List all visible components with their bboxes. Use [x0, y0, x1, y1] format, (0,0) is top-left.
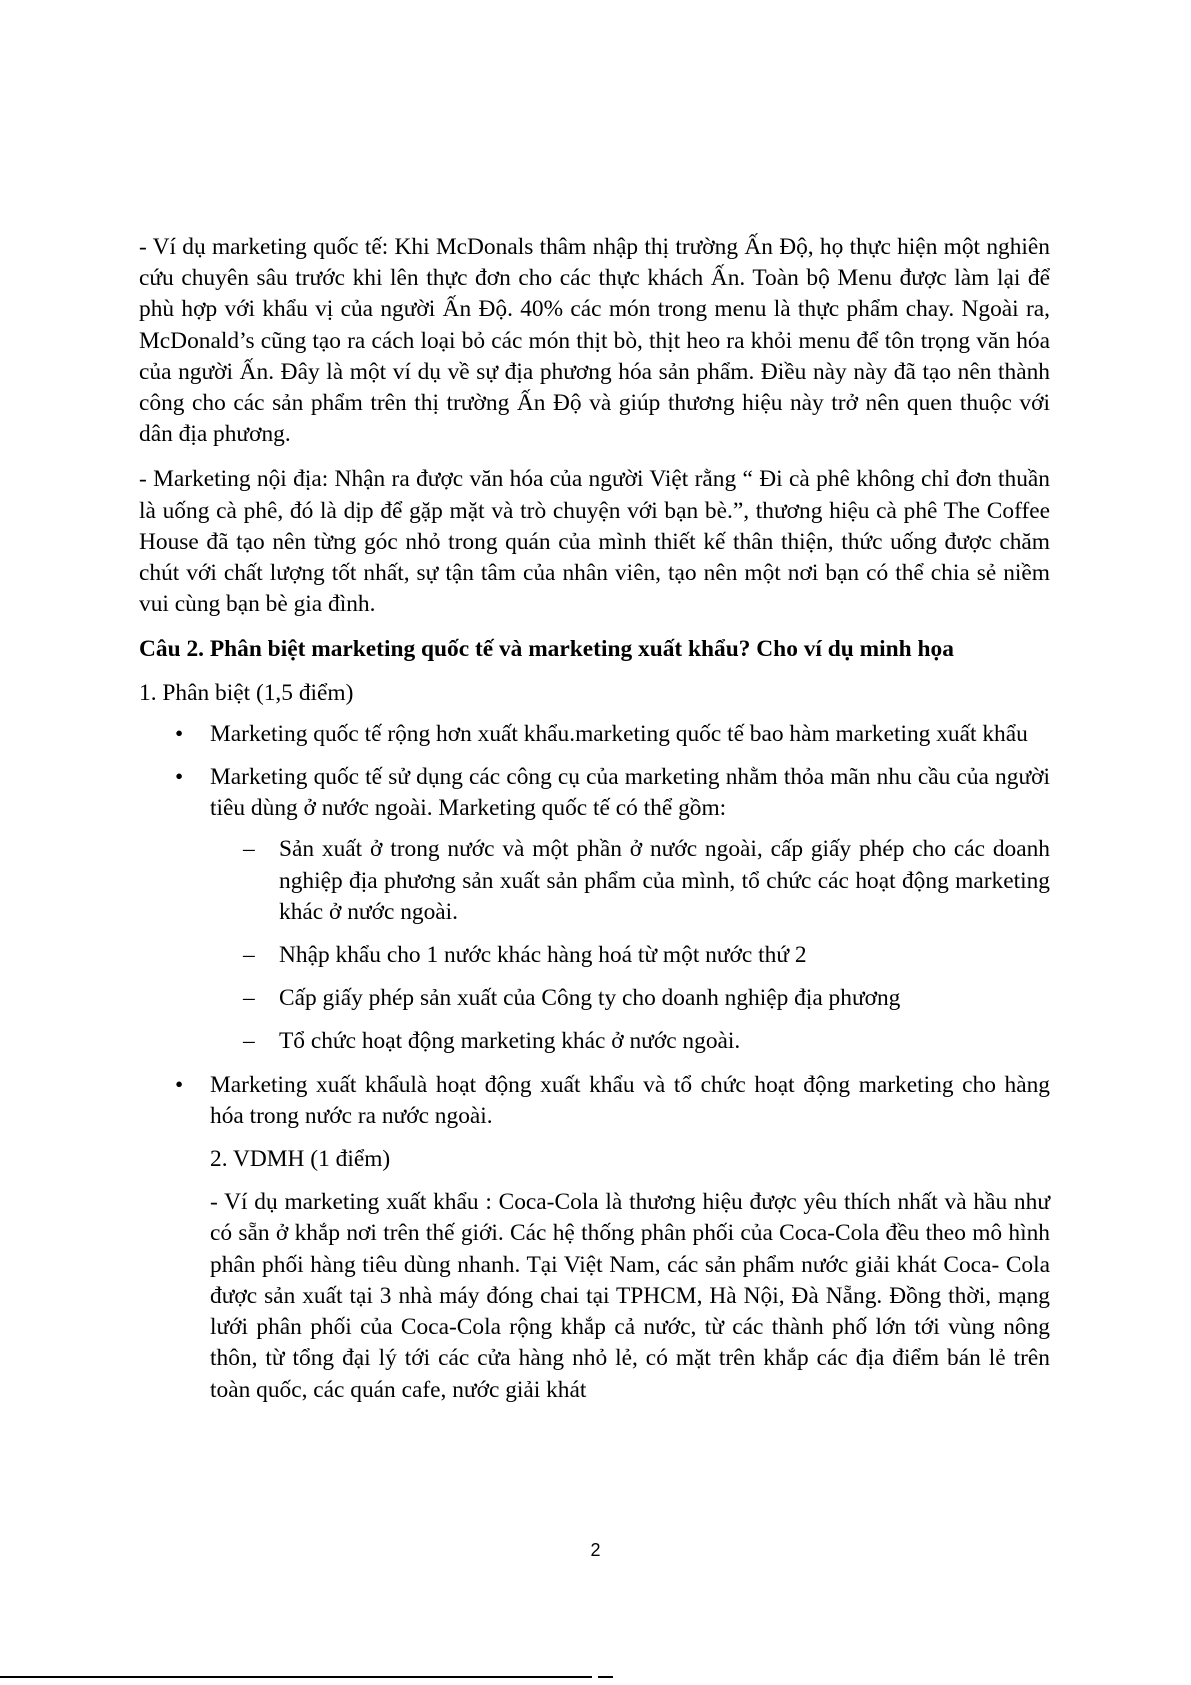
- paragraph-international-example: - Ví dụ marketing quốc tế: Khi McDonals thâm nhập thị trường Ấn Độ, họ thực hiện một nghiên cứu chuyên sâu trước khi lên thực đơn cho các thực khách Ấn. Toàn bộ Menu được làm lại để phù hợp với khẩu vị của người Ấn Độ. 40% các món trong menu là thực phẩm chay. Ngoài ra, McDonald’s cũng tạo ra cách loại bỏ các món thịt bò, thịt heo ra khỏi menu để tôn trọng văn hóa của người Ấn. Đây là một ví dụ về sự địa phương hóa sản phẩm. Điều này này đã tạo nên thành công cho các sản phẩm trên thị trường Ấn Độ và giúp thương hiệu này trở nên quen thuộc với dân địa phương.: [139, 234, 1050, 448]
- bullet-text: Marketing xuất khẩulà hoạt động xuất khẩu và tổ chức hoạt động marketing cho hàng hóa trong nước ra nước ngoài.: [210, 1071, 1050, 1129]
- sub-item-text: Cấp giấy phép sản xuất của Công ty cho doanh nghiệp địa phương: [279, 985, 901, 1012]
- page-number: 2: [590, 1540, 601, 1560]
- bottom-divider: [0, 1676, 592, 1678]
- export-example-paragraph: - Ví dụ marketing xuất khẩu : Coca-Cola là thương hiệu được yêu thích nhất và hầu như có sẵn ở khắp nơi trên thế giới. Các hệ thống phân phối của Coca-Cola đều theo mô hình phân phối hàng tiêu dùng nhanh. Tại Việt Nam, các sản phẩm nước giải khát Coca- Cola được sản xuất tại 3 nhà máy đóng chai tại TPHCM, Hà Nội, Đà Nẵng. Đồng thời, mạng lưới phân phối của Coca-Cola rộng khắp cả nước, từ các thành phố lớn tới vùng nông thôn, từ tổng đại lý tới các cửa hàng nhỏ lẻ, có mặt trên khắp các địa điểm bán lẻ trên toàn quốc, các quán cafe, nước giải khát: [210, 1189, 1050, 1403]
- bullet-list: [139, 719, 1050, 1132]
- dash-icon: –: [243, 836, 255, 863]
- bullet-item: [139, 762, 1050, 1058]
- sub-item: [210, 834, 1050, 928]
- dash-icon: –: [243, 985, 255, 1012]
- sub-item-text: Sản xuất ở trong nước và một phần ở nước ngoài, cấp giấy phép cho các doanh nghiệp địa phương sản xuất sản phẩm của mình, tổ chức các hoạt động marketing khác ở nước ngoài.: [279, 836, 1050, 925]
- page-content: [139, 232, 1050, 1418]
- bullet-icon: •: [175, 1071, 184, 1098]
- sub-list: [210, 834, 1050, 1057]
- paragraph-domestic-example: - Marketing nội địa: Nhận ra được văn hóa của người Việt rằng “ Đi cà phê không chỉ đơn thuần là uống cà phê, đó là dịp để gặp mặt và trò chuyện với bạn bè.”, thương hiệu cà phê The Coffee House đã tạo nên từng góc nhỏ trong quán của mình thiết kế thân thiện, thức uống được chăm chút với chất lượng tốt nhất, sự tận tâm của nhân viên, tạo nên một nơi bạn có thể chia sẻ niềm vui cùng bạn bè gia đình.: [139, 466, 1050, 618]
- dash-icon: –: [243, 1028, 255, 1055]
- bottom-divider-tail: [598, 1676, 613, 1678]
- sub-item-text: Nhập khẩu cho 1 nước khác hàng hoá từ một nước thứ 2: [279, 942, 807, 969]
- section-2-title: 2. VDMH (1 điểm): [210, 1146, 391, 1173]
- bullet-icon: •: [175, 720, 184, 747]
- sub-item: [210, 940, 1050, 971]
- sub-item: [210, 983, 1050, 1014]
- bullet-item: [139, 719, 1050, 750]
- sub-item-text: Tổ chức hoạt động marketing khác ở nước ngoài.: [279, 1028, 741, 1055]
- question-heading: Câu 2. Phân biệt marketing quốc tế và marketing xuất khẩu? Cho ví dụ minh họa: [139, 636, 954, 663]
- section-1-title: 1. Phân biệt (1,5 điểm): [139, 679, 354, 706]
- bullet-icon: •: [175, 764, 184, 791]
- bullet-item: [139, 1070, 1050, 1132]
- dash-icon: –: [243, 942, 255, 969]
- bullet-text: Marketing quốc tế sử dụng các công cụ của marketing nhằm thỏa mãn nhu cầu của người tiêu dùng ở nước ngoài. Marketing quốc tế có thể gồm:: [210, 764, 1050, 822]
- bullet-text: Marketing quốc tế rộng hơn xuất khẩu.marketing quốc tế bao hàm marketing xuất khẩu: [210, 720, 1028, 747]
- sub-item: [210, 1026, 1050, 1057]
